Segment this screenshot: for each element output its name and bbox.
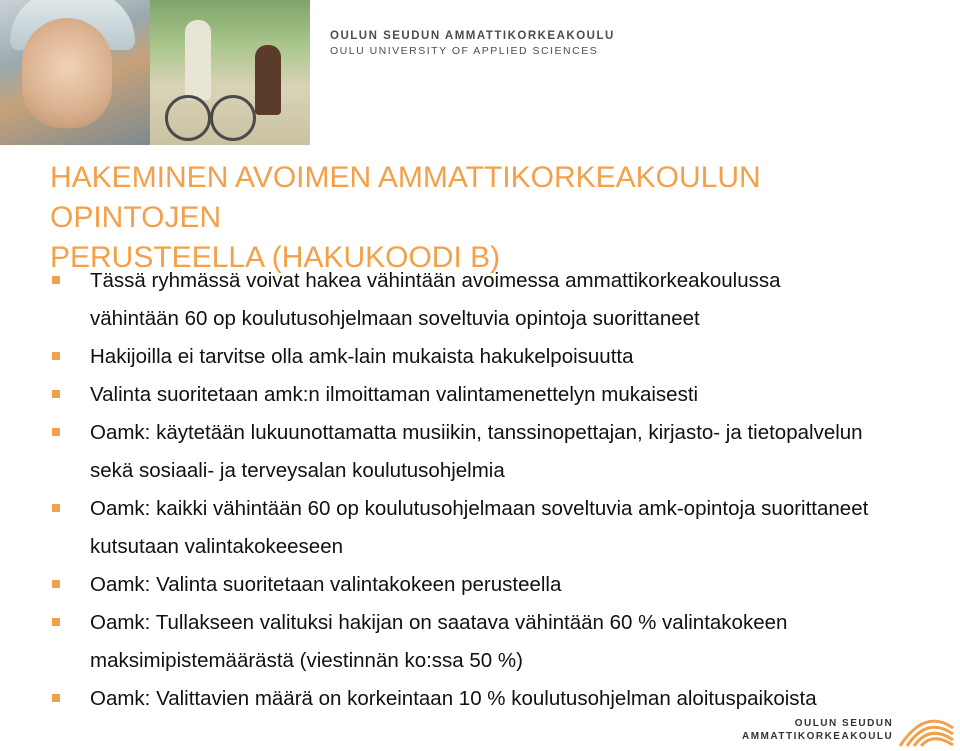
bullet-text-line: Tässä ryhmässä voivat hakea vähintään avoimessa ammattikorkeakoulussa (90, 269, 781, 292)
bullet-text-line: vähintään 60 op koulutusohjelmaan soveltuvia opintoja suorittaneet (90, 307, 700, 330)
header-photo (0, 0, 310, 145)
header-logo (330, 30, 615, 57)
bicycle-wheel (165, 95, 211, 141)
page-title (50, 158, 930, 278)
photo-woman-portrait (0, 0, 150, 145)
bullet-square-icon (52, 352, 60, 360)
bullet-item (50, 414, 930, 490)
bullet-list (50, 262, 930, 718)
bullet-square-icon (52, 276, 60, 284)
bicycle-wheel (210, 95, 256, 141)
bullet-text-line: Oamk: käytetään lukuunottamatta musiikin, tanssinopettajan, kirjasto- ja tietopalvelun (90, 421, 863, 444)
bullet-item (50, 604, 930, 680)
bullet-text-line: Oamk: Tullakseen valituksi hakijan on saatava vähintään 60 % valintakokeen (90, 611, 788, 634)
bullet-text-line: Oamk: kaikki vähintään 60 op koulutusohjelmaan soveltuvia amk-opintoja suorittaneet (90, 497, 869, 520)
bullet-text-line: Oamk: Valittavien määrä on korkeintaan 10 % koulutusohjelman aloituspaikoista (90, 687, 817, 710)
bullet-square-icon (52, 504, 60, 512)
cyclist-figure (185, 20, 211, 100)
bullet-square-icon (52, 428, 60, 436)
bullet-text-line: Valinta suoritetaan amk:n ilmoittaman valintamenettelyn mukaisesti (90, 383, 699, 406)
header-logo-line1: OULUN SEUDUN AMMATTIKORKEAKOULU (330, 30, 615, 42)
bullet-item (50, 338, 930, 376)
footer-logo-line1: OULUN SEUDUN (794, 718, 894, 729)
bullet-item (50, 490, 930, 566)
bullet-text-line: sekä sosiaali- ja terveysalan koulutusohjelmia (90, 459, 505, 482)
header-logo-line2: OULU UNIVERSITY OF APPLIED SCIENCES (330, 45, 599, 57)
bullet-square-icon (52, 618, 60, 626)
bullet-item (50, 680, 930, 718)
bullet-square-icon (52, 390, 60, 398)
bullet-text-line: Hakijoilla ei tarvitse olla amk-lain mukaista hakukelpoisuutta (90, 345, 634, 368)
footer-logo-swoosh-icon (895, 708, 955, 748)
bullet-text-line: kutsutaan valintakokeeseen (90, 535, 344, 558)
bullet-item (50, 376, 930, 414)
bullet-item (50, 566, 930, 604)
footer-logo-line2: AMMATTIKORKEAKOULU (742, 731, 894, 742)
face (22, 18, 112, 128)
photo-cyclists (150, 0, 310, 145)
bullet-text-line: Oamk: Valinta suoritetaan valintakokeen perusteella (90, 573, 562, 596)
page-title-line2: PERUSTEELLA (HAKUKOODI B) (50, 241, 501, 274)
footer-logo-text (742, 717, 893, 743)
bullet-square-icon (52, 580, 60, 588)
page-title-line1: HAKEMINEN AVOIMEN AMMATTIKORKEAKOULUN OPINTOJEN (50, 161, 761, 234)
bullet-text-line: maksimipistemäärästä (viestinnän ko:ssa 50 %) (90, 649, 523, 672)
pedestrian-figure (255, 45, 281, 115)
bullet-square-icon (52, 694, 60, 702)
bullet-item (50, 262, 930, 338)
